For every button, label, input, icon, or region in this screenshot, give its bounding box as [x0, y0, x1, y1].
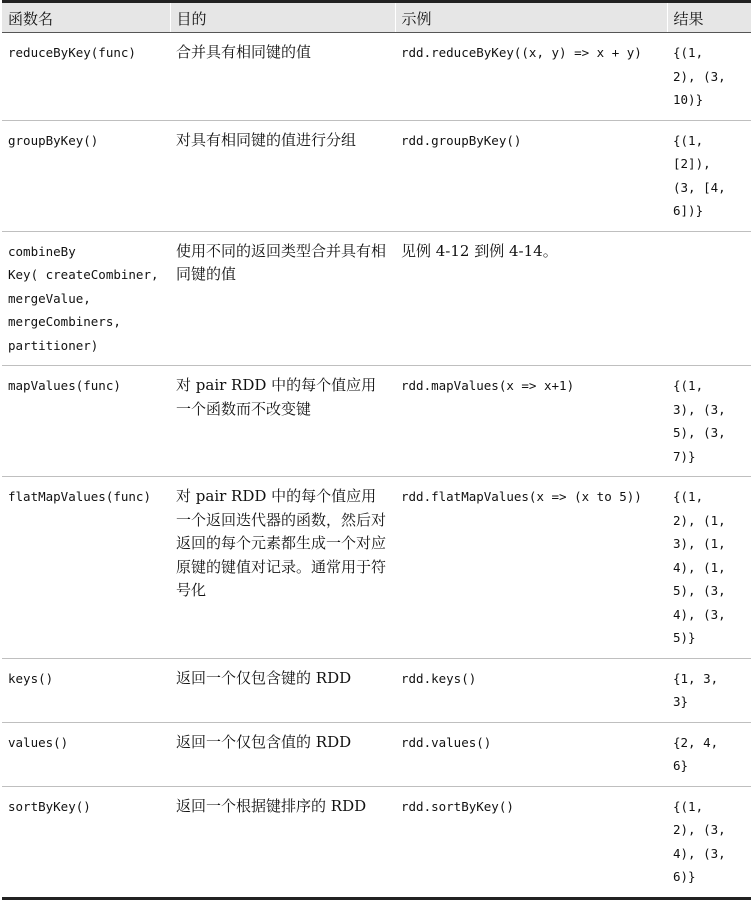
example-cell: rdd.values() — [395, 722, 667, 786]
function-name-cell: combineBy Key( createCombiner, mergeValue, mergeCombiners, partitioner) — [2, 231, 170, 366]
purpose-cell: 对具有相同键的值进行分组 — [170, 120, 395, 231]
header-result: 结果 — [667, 2, 751, 33]
example-cell: rdd.mapValues(x => x+1) — [395, 366, 667, 477]
pair-rdd-functions-table — [2, 0, 751, 900]
result-cell: {(1, 2), (1, 3), (1, 4), (1, 5), (3, 4), (3, 5)} — [667, 477, 751, 659]
example-cell: rdd.keys() — [395, 658, 667, 722]
purpose-cell: 返回一个根据键排序的 RDD — [170, 786, 395, 898]
table-row — [2, 120, 751, 231]
result-cell: {1, 3, 3} — [667, 658, 751, 722]
example-cell: 见例 4-12 到例 4-14。 — [395, 231, 667, 366]
header-example: 示例 — [395, 2, 667, 33]
result-cell: {2, 4, 6} — [667, 722, 751, 786]
example-cell: rdd.reduceByKey((x, y) => x + y) — [395, 33, 667, 121]
example-cell: rdd.groupByKey() — [395, 120, 667, 231]
result-cell: {(1, 2), (3, 10)} — [667, 33, 751, 121]
function-name-cell: mapValues(func) — [2, 366, 170, 477]
function-name-cell: sortByKey() — [2, 786, 170, 898]
purpose-cell: 对 pair RDD 中的每个值应用一个函数而不改变键 — [170, 366, 395, 477]
purpose-cell: 合并具有相同键的值 — [170, 33, 395, 121]
purpose-cell: 返回一个仅包含键的 RDD — [170, 658, 395, 722]
table-row — [2, 33, 751, 121]
function-name-cell: groupByKey() — [2, 120, 170, 231]
purpose-cell: 使用不同的返回类型合并具有相同键的值 — [170, 231, 395, 366]
header-purpose: 目的 — [170, 2, 395, 33]
table-row — [2, 231, 751, 366]
table-row — [2, 786, 751, 898]
result-cell: {(1, [2]), (3, [4, 6])} — [667, 120, 751, 231]
result-cell — [667, 231, 751, 366]
function-name-cell: keys() — [2, 658, 170, 722]
table-row — [2, 366, 751, 477]
example-cell: rdd.flatMapValues(x => (x to 5)) — [395, 477, 667, 659]
header-function-name: 函数名 — [2, 2, 170, 33]
function-name-cell: flatMapValues(func) — [2, 477, 170, 659]
result-cell: {(1, 3), (3, 5), (3, 7)} — [667, 366, 751, 477]
purpose-cell: 对 pair RDD 中的每个值应用一个返回迭代器的函数，然后对返回的每个元素都生成一个对应原键的键值对记录。通常用于符号化 — [170, 477, 395, 659]
purpose-cell: 返回一个仅包含值的 RDD — [170, 722, 395, 786]
example-cell: rdd.sortByKey() — [395, 786, 667, 898]
function-name-cell: values() — [2, 722, 170, 786]
table-row — [2, 477, 751, 659]
header-row — [2, 2, 751, 33]
function-name-cell: reduceByKey(func) — [2, 33, 170, 121]
result-cell: {(1, 2), (3, 4), (3, 6)} — [667, 786, 751, 898]
table-row — [2, 658, 751, 722]
table-row — [2, 722, 751, 786]
